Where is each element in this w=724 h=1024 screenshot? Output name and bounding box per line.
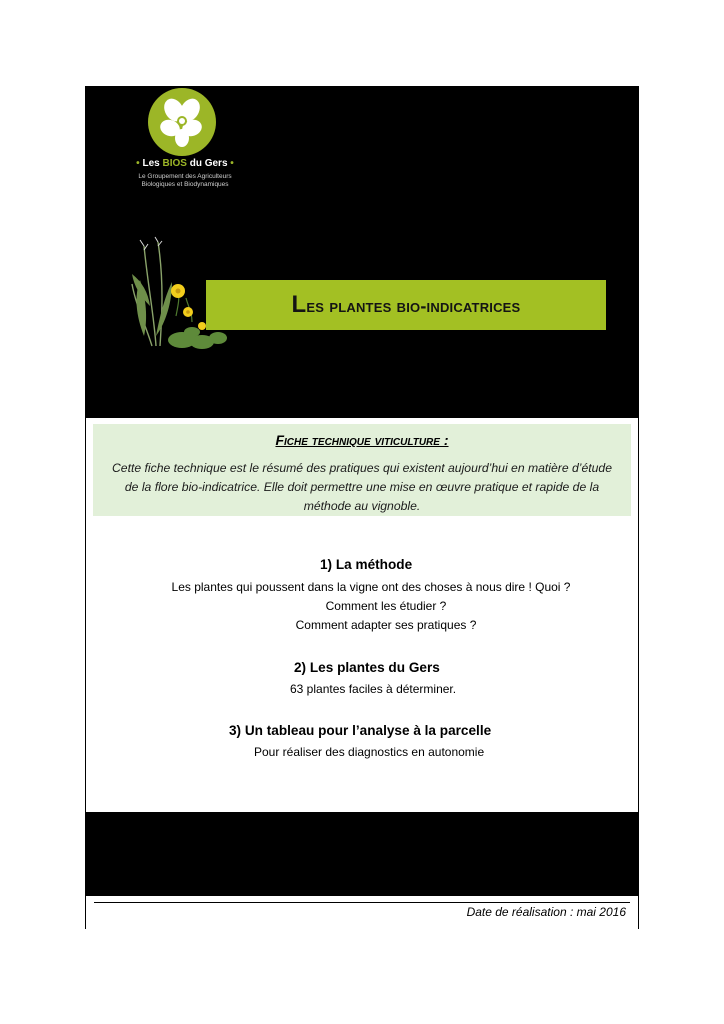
- logo-tagline: [120, 173, 250, 189]
- cover-footer-band: [85, 812, 639, 896]
- bios-du-gers-logo: [120, 88, 250, 198]
- section-3-title: 3) Un tableau pour l’analyse à la parcelle: [229, 723, 492, 738]
- logo-name: • Les BIOS du Gers •: [136, 158, 234, 169]
- title-cap-1: L: [291, 291, 307, 318]
- logo-tagline-line-1: Le Groupement des Agriculteurs: [138, 173, 232, 180]
- section-2-title: 2) Les plantes du Gers: [294, 660, 440, 675]
- fiche-body: Cette fiche technique est le résumé des pratiques qui existent aujourd’hui en matière d’étude de la flore bio-indicatrice. Elle doit permettre une mise en œuvre pratique et rapide de la méthode au vignoble.: [112, 461, 612, 513]
- fiche-title: Fiche technique viticulture :: [275, 432, 449, 448]
- section-3-line-1: Pour réaliser des diagnostics en autonomie: [254, 745, 485, 759]
- logo-name-bold: BIOS: [162, 158, 187, 169]
- section-1-line-2: Comment les étudier ?: [325, 599, 447, 613]
- document-title-banner: [206, 280, 606, 330]
- creation-date: Date de réalisation : mai 2016: [466, 905, 626, 919]
- section-2-line-1: 63 plantes faciles à déterminer.: [290, 682, 457, 696]
- logo-circle: [148, 88, 216, 156]
- title-part-2: indicatrices: [426, 296, 521, 316]
- logo-name-pre: Les: [142, 158, 163, 169]
- fiche-technique-panel: [93, 424, 631, 516]
- title-part-1: es plantes bio-: [306, 296, 427, 316]
- logo-name-post: du Gers: [186, 158, 228, 169]
- logo-tagline-line-2: Biologiques et Biodynamiques: [141, 181, 229, 188]
- section-1-line-1: Les plantes qui poussent dans la vigne ont des choses à nous dire ! Quoi ?: [171, 580, 571, 594]
- document-title: [292, 291, 521, 319]
- flower-icon: [148, 88, 216, 156]
- section-1-title: 1) La méthode: [320, 557, 413, 572]
- section-1-line-3: Comment adapter ses pratiques ?: [295, 618, 477, 632]
- footer-rule: [94, 902, 630, 903]
